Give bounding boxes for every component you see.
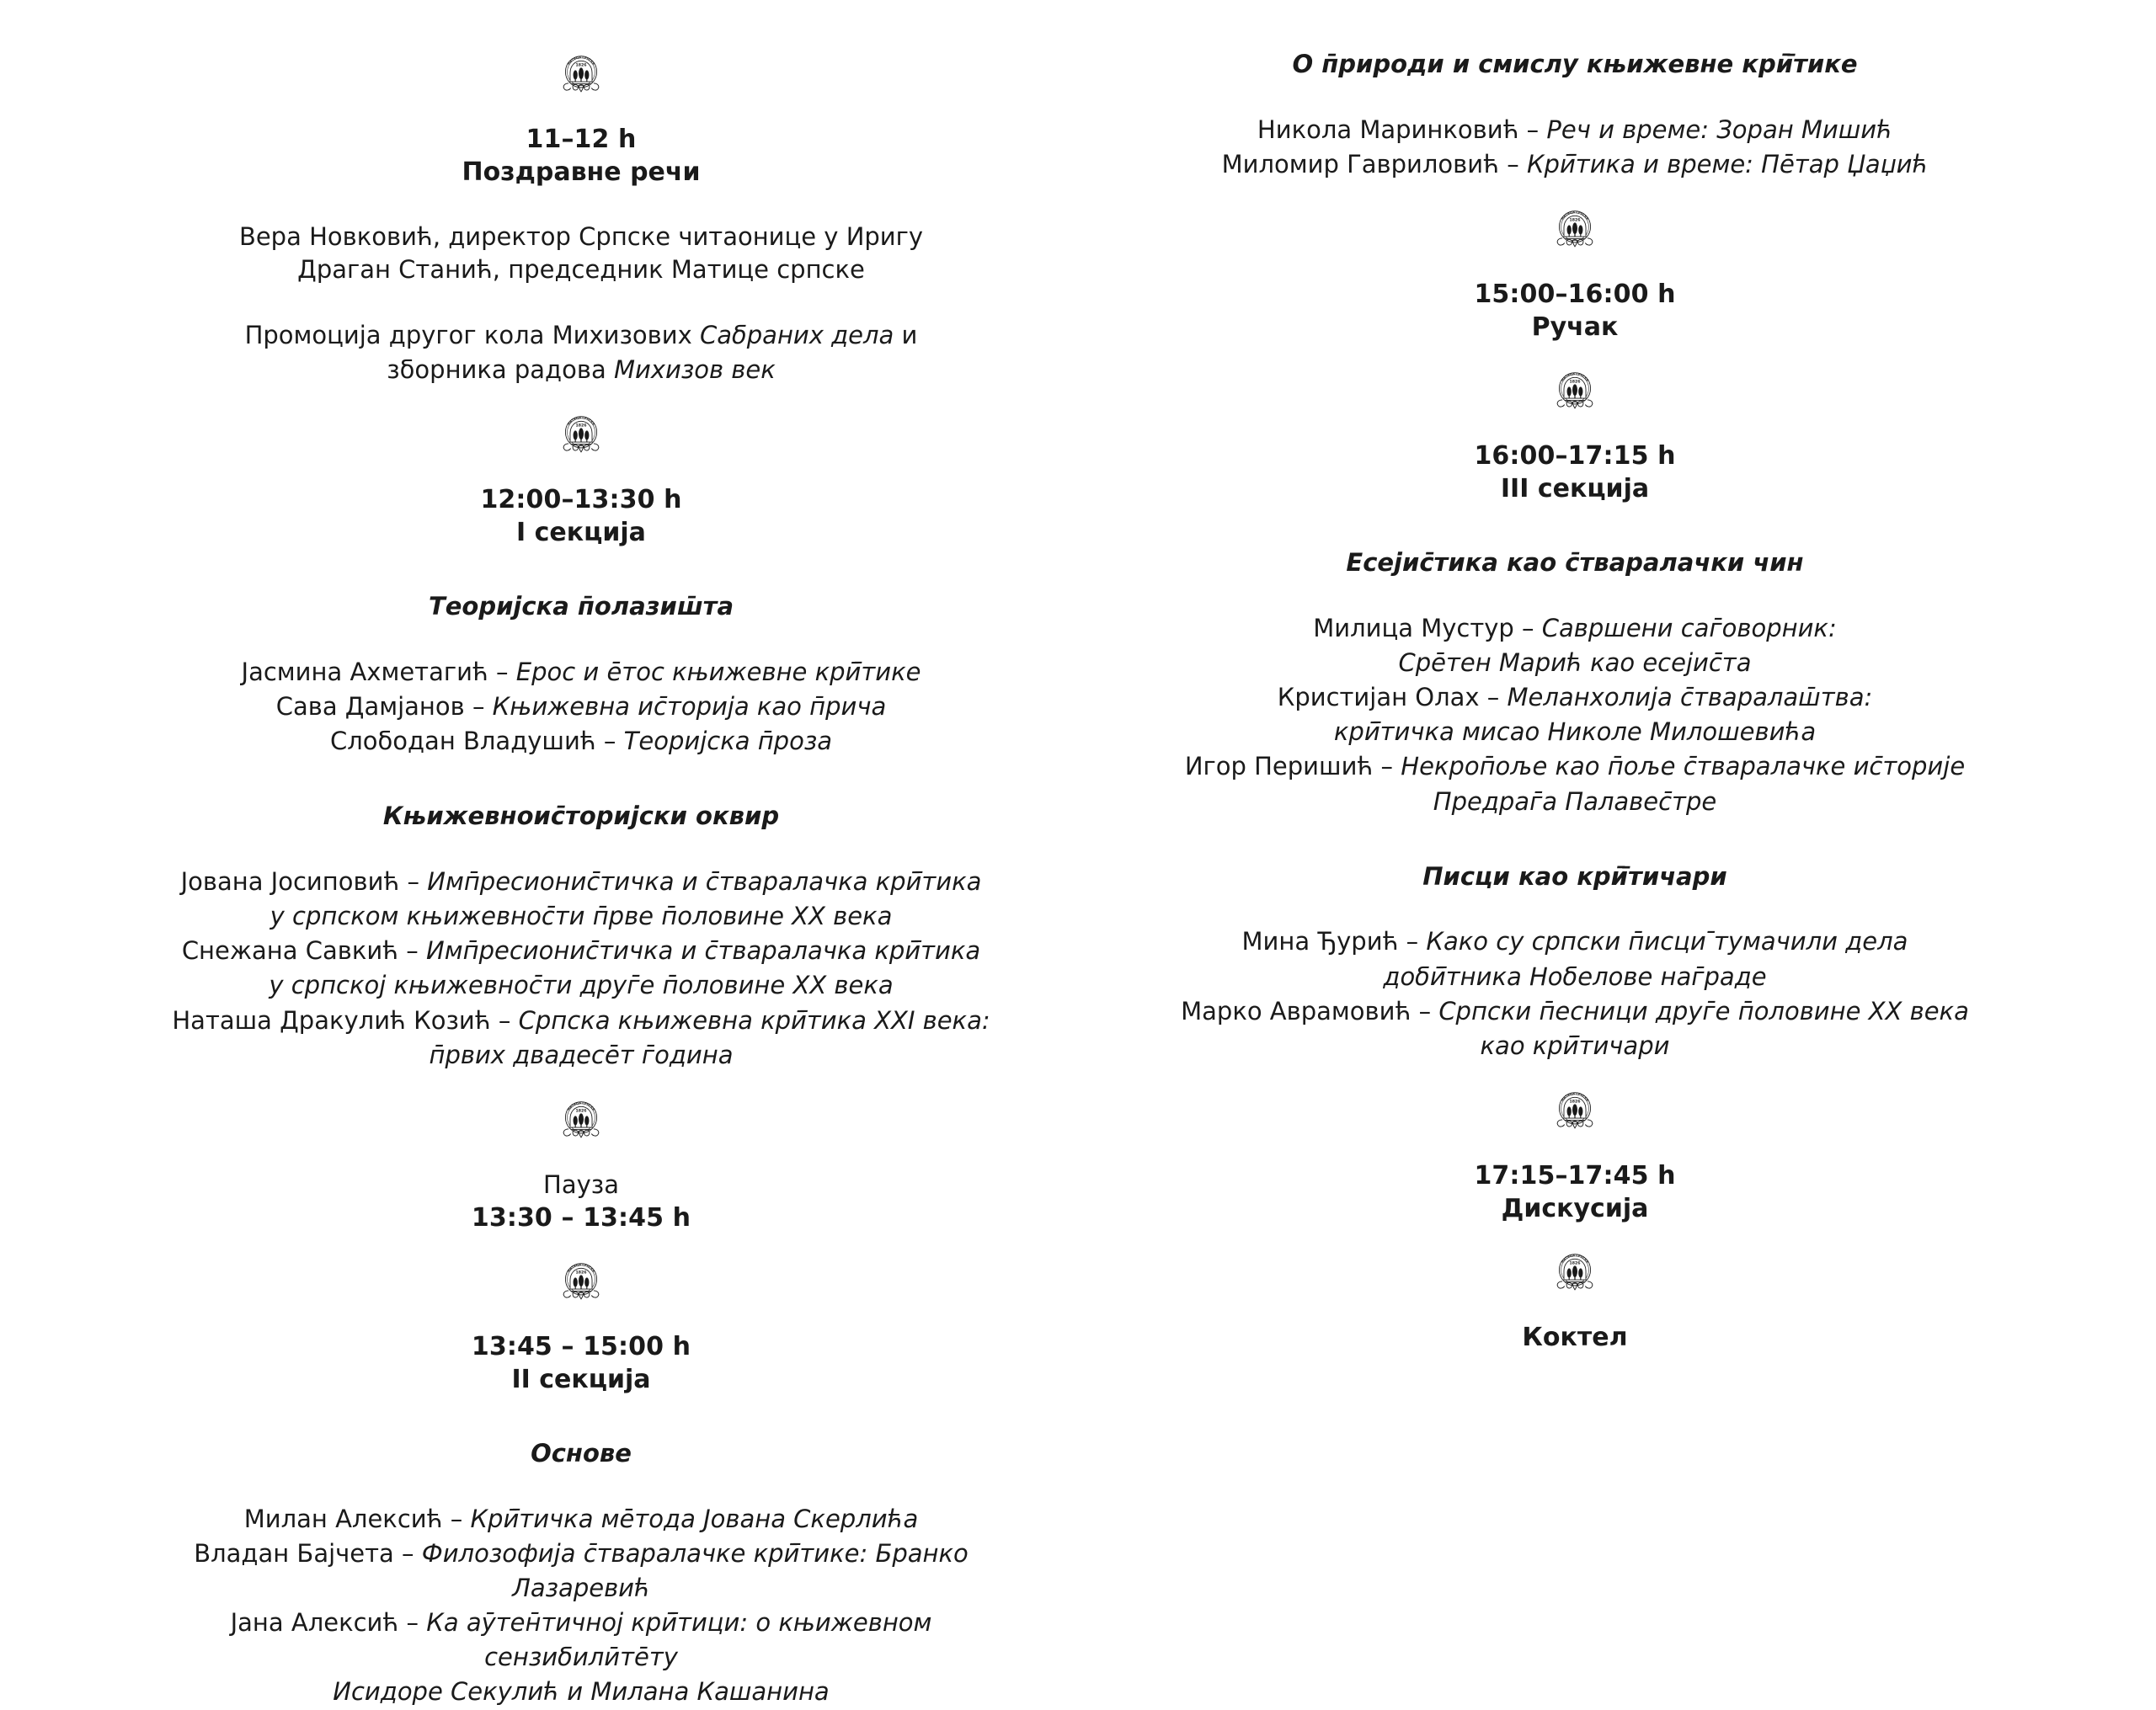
- programme-entry-cont: [135, 899, 1027, 934]
- programme-entry: [1129, 680, 2021, 715]
- entry-work: као крӣ̄тичари: [1480, 1031, 1670, 1060]
- greeter-line: Вера Новковић, директор Српске читаонице у Иригу: [238, 222, 924, 251]
- cocktail-title: Коктел: [1522, 1323, 1628, 1353]
- pause-time: 13:30 – 13:45 h: [471, 1202, 691, 1233]
- entry-work: добӣ̄тника Нобелове наг̄раде: [1383, 962, 1767, 991]
- promotion-line-2: [135, 353, 1027, 387]
- programme-entry-cont: [1129, 960, 2021, 994]
- slot1-title: Поздравне речи: [462, 157, 701, 187]
- programme-entry: [135, 1537, 1027, 1606]
- programme-entry: [1129, 147, 2021, 182]
- entry-author: Снежана Савкић –: [181, 936, 427, 966]
- ornament-block-l2: [135, 409, 1027, 461]
- subsection-title-teorijska-polazista: Теоријска п̄олазиш̄та: [428, 592, 734, 621]
- ornament-block-l1: [135, 49, 1027, 101]
- entry-author: Наташа Дракулић Козић –: [172, 1005, 519, 1035]
- programme-entry: [1129, 113, 2021, 147]
- entries-pisci-kao-kriticari: [1129, 924, 2021, 1063]
- programme-entry: [135, 865, 1027, 899]
- greeter-line: Драган Станић, председник Матице српске: [297, 254, 865, 284]
- promotion-post: и: [894, 320, 918, 349]
- slot1-time: 11–12 h: [526, 125, 637, 154]
- entry-work: Како су српски п̄исци ̄тумачили дела: [1426, 927, 1908, 956]
- entry-work: Крӣ̄тичка ме̄тода Јована Скерлића: [470, 1504, 919, 1533]
- matica-srpska-seal-icon: [1549, 365, 1601, 418]
- programme-entry: [135, 1502, 1027, 1537]
- matica-srpska-seal-icon: [555, 409, 607, 461]
- programme-entry-cont: [1129, 785, 2021, 819]
- entry-work: Крӣ̄тика и време: Пе̄тар Џаџић: [1526, 149, 1929, 178]
- ornament-block-r4: [1129, 1247, 2021, 1299]
- slot1-promotion: [135, 318, 1027, 387]
- ornament-block-r2: [1129, 365, 2021, 418]
- entry-author: Милан Алексић –: [243, 1504, 471, 1533]
- entry-author: Милица Мустур –: [1313, 613, 1542, 642]
- programme-entry: [1129, 611, 2021, 646]
- slot1-greeters: [135, 221, 1027, 286]
- matica-srpska-seal-icon: [1549, 1247, 1601, 1299]
- programme-entry: [135, 690, 1027, 724]
- discussion-time: 17:15–17:45 h: [1474, 1161, 1676, 1191]
- entry-work: Српска књижевна крӣ̄тика XXI века:: [518, 1005, 990, 1035]
- promotion-pre: зборника радова: [387, 354, 614, 384]
- entry-work: п̄рвих двадесе̄т г̄одина: [429, 1040, 734, 1069]
- entry-work: Некроп̄оље као п̄оље с̄тваралачке ис̄торије: [1401, 752, 1966, 781]
- pause-label: Пауза: [543, 1169, 619, 1199]
- programme-entry-cont: [1129, 1029, 2021, 1063]
- programme-entry: [1129, 749, 2021, 784]
- programme-entry-cont: [1129, 715, 2021, 749]
- programme-entry-cont: [1129, 646, 2021, 680]
- entry-work: Филозофија с̄тваралачке крӣ̄тике: Бранко Лазаревић: [421, 1538, 969, 1602]
- left-column: [84, 0, 1078, 1710]
- entry-author: Марко Аврамовић –: [1181, 996, 1439, 1025]
- entry-work: Савршени саг̄оворник:: [1541, 613, 1837, 642]
- lunch-title: Ручак: [1531, 312, 1619, 343]
- ornament-block-r3: [1129, 1085, 2021, 1137]
- matica-srpska-seal-icon: [555, 1256, 607, 1308]
- subsection-title-knjizevnoistorijski-okvir: Књижевноис̄торијски оквир: [382, 802, 780, 831]
- slot2-title: III секција: [1500, 474, 1650, 504]
- matica-srpska-seal-icon: [1549, 1085, 1601, 1137]
- entry-author: Миломир Гавриловић –: [1221, 149, 1527, 178]
- entry-work: у српском књижевнос̄ти п̄рве п̄оловине XX века: [270, 902, 893, 931]
- entries-teorijska-polazista: [135, 655, 1027, 759]
- programme-entry: [135, 655, 1027, 690]
- discussion-title: Дискусија: [1501, 1194, 1649, 1224]
- programme-entry: [135, 1004, 1027, 1038]
- programme-entry: [135, 1606, 1027, 1675]
- slot4-time: 13:45 – 15:00 h: [471, 1331, 691, 1361]
- entry-work: Српски п̄есници друг̄е п̄оловине XX века: [1438, 996, 1969, 1025]
- entries-esejistika: [1129, 611, 2021, 819]
- promotion-pre: Промоција другог кола Михизових: [244, 320, 700, 349]
- programme-entry: [1129, 924, 2021, 959]
- slot4-title: II секција: [511, 1364, 651, 1394]
- entry-work: Књижевна ис̄торија као п̄рича: [492, 691, 887, 721]
- ornament-block-l4: [135, 1256, 1027, 1308]
- entries-o-prirodi: [1129, 113, 2021, 182]
- entry-work: Исидоре Секулић и Милана Кашанина: [333, 1677, 830, 1707]
- programme-entry-cont: [135, 1038, 1027, 1073]
- programme-entry-cont: [135, 968, 1027, 1003]
- programme-entry: [1129, 994, 2021, 1029]
- entry-work: Теоријска п̄роза: [623, 727, 833, 756]
- svg-text:МАТИЦА СРПСКА: МАТИЦА СРПСКА: [566, 56, 596, 66]
- right-column: [1078, 0, 2072, 1354]
- slot2-time: 16:00–17:15 h: [1474, 441, 1676, 471]
- entry-work: Реч и време: Зоран Мишић: [1546, 115, 1893, 144]
- entry-author: Никола Маринковић –: [1257, 115, 1547, 144]
- entry-author: Сава Дамјанов –: [275, 691, 493, 721]
- promotion-line-1: [135, 318, 1027, 353]
- entry-work: Имп̄ресионис̄тичка и с̄тваралачка крӣ̄тика: [426, 936, 981, 966]
- subsection-title-osnove: Основе: [531, 1438, 632, 1468]
- entry-work: Имп̄ресионис̄тичка и с̄тваралачка крӣ̄тика: [427, 866, 982, 896]
- promotion-work: Сабраних дела: [700, 320, 894, 349]
- entry-author: Јана Алексић –: [230, 1608, 427, 1638]
- entries-knjizevnoistorijski-okvir: [135, 865, 1027, 1073]
- entry-author: Игор Перишић –: [1184, 752, 1401, 781]
- entry-work: Сре̄тен Марић као есејис̄та: [1398, 647, 1752, 677]
- svg-text:1826: 1826: [575, 63, 587, 68]
- entry-author: Кристијан Олах –: [1277, 683, 1508, 712]
- matica-srpska-seal-icon: [1549, 204, 1601, 256]
- entry-work: Предраг̄а Палавес̄тре: [1433, 786, 1717, 816]
- subsection-title-o-prirodi: О п̄рироди и смислу књижевне крӣ̄тике: [1292, 50, 1858, 78]
- slot2-title: I секција: [516, 518, 646, 548]
- entry-author: Јасмина Ахметагић –: [241, 657, 516, 686]
- entry-work: Меланхолија с̄тваралаш̄тва:: [1507, 683, 1873, 712]
- entry-author: Јована Јосиповић –: [180, 866, 428, 896]
- ornament-block-r1: [1129, 204, 2021, 256]
- ornament-block-l3: [135, 1095, 1027, 1147]
- entry-author: Владан Бајчета –: [194, 1538, 422, 1568]
- programme-entry-cont: [135, 1675, 1027, 1709]
- programme-entry: [135, 934, 1027, 968]
- entry-work: у српској књижевнос̄ти друг̄е п̄оловине XX века: [269, 971, 894, 1000]
- matica-srpska-seal-icon: [555, 1095, 607, 1147]
- entry-author: Слободан Владушић –: [329, 727, 624, 756]
- subsection-title-pisci-kao-kriticari: Писци као крӣ̄тичари: [1422, 861, 1727, 891]
- lunch-time: 15:00–16:00 h: [1474, 280, 1676, 310]
- entry-author: Мина Ђурић –: [1241, 927, 1427, 956]
- entry-work: крӣ̄тичка мисао Николе Милошевића: [1333, 717, 1817, 747]
- promotion-work: Михизов век: [613, 354, 776, 384]
- entries-osnove: [135, 1502, 1027, 1710]
- entry-work: Ка аӯтен̄тичној крӣ̄тици: о књижевном сензибилӣте̄ту: [426, 1608, 932, 1672]
- slot2-time: 12:00–13:30 h: [480, 485, 682, 515]
- programme-entry: [135, 724, 1027, 759]
- matica-srpska-seal-icon: [555, 49, 607, 101]
- entry-work: Ерос и е̄тос књижевне крӣ̄тике: [515, 657, 921, 686]
- subsection-title-esejistika: Есејис̄тика као с̄тваралачки чин: [1346, 548, 1804, 578]
